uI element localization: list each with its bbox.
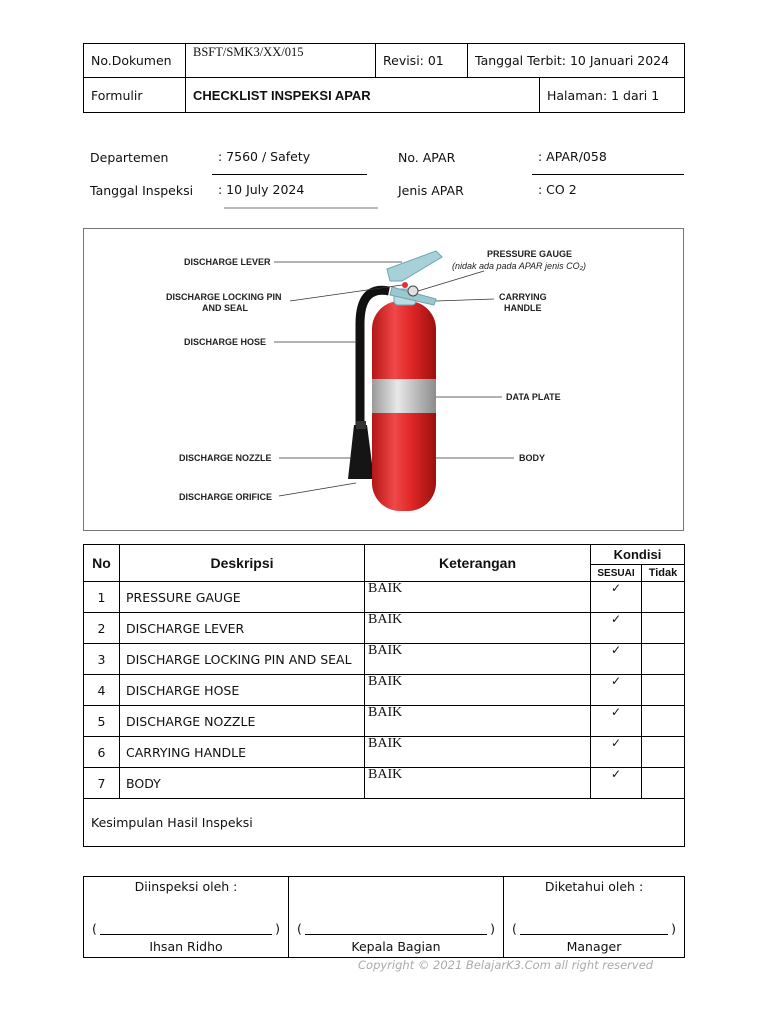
col-header-sesuai: SESUAI xyxy=(591,565,642,582)
row-keterangan: BAIK xyxy=(365,582,591,613)
discharge-lever-shape xyxy=(387,251,442,281)
col-header-no: No xyxy=(84,545,120,582)
document-header-table xyxy=(83,43,685,113)
signature-inspector: Diinspeksi oleh : ( ) Ihsan Ridho xyxy=(84,877,289,958)
departemen-value: : 7560 / Safety xyxy=(218,149,311,164)
halaman: Halaman: 1 dari 1 xyxy=(540,78,685,113)
row-no: 4 xyxy=(84,675,120,706)
label-discharge-lever: DISCHARGE LEVER xyxy=(184,257,271,267)
table-row xyxy=(84,613,685,644)
table-row xyxy=(84,582,685,613)
row-deskripsi: DISCHARGE LOCKING PIN AND SEAL xyxy=(120,644,365,675)
row-deskripsi: CARRYING HANDLE xyxy=(120,737,365,768)
row-no: 1 xyxy=(84,582,120,613)
row-keterangan: BAIK xyxy=(365,613,591,644)
row-sesuai: ✓ xyxy=(591,582,642,613)
row-keterangan: BAIK xyxy=(365,737,591,768)
col-header-keterangan: Keterangan xyxy=(365,545,591,582)
row-sesuai: ✓ xyxy=(591,737,642,768)
row-tidak xyxy=(642,706,685,737)
signature-manager: Diketahui oleh : ( ) Manager xyxy=(504,877,685,958)
row-deskripsi: PRESSURE GAUGE xyxy=(120,582,365,613)
row-tidak xyxy=(642,737,685,768)
row-sesuai: ✓ xyxy=(591,706,642,737)
no-dokumen-label: No.Dokumen xyxy=(84,44,186,78)
no-apar-label: No. APAR xyxy=(398,150,456,165)
signature-kepala: ( ) Kepala Bagian xyxy=(289,877,504,958)
pressure-gauge-shape xyxy=(408,286,418,296)
row-keterangan: BAIK xyxy=(365,675,591,706)
row-keterangan: BAIK xyxy=(365,768,591,799)
diinspeksi-label: Diinspeksi oleh : xyxy=(134,879,238,894)
diketahui-label: Diketahui oleh : xyxy=(544,879,644,894)
col-header-tidak: Tidak xyxy=(642,565,685,582)
row-keterangan: BAIK xyxy=(365,706,591,737)
row-no: 3 xyxy=(84,644,120,675)
col-header-kondisi: Kondisi xyxy=(591,545,685,565)
table-row xyxy=(84,737,685,768)
departemen-label: Departemen xyxy=(90,150,169,165)
row-keterangan: BAIK xyxy=(365,644,591,675)
label-pressure-gauge: PRESSURE GAUGE xyxy=(487,249,573,259)
formulir-label: Formulir xyxy=(84,78,186,113)
form-title: CHECKLIST INSPEKSI APAR xyxy=(186,78,540,113)
row-sesuai: ✓ xyxy=(591,613,642,644)
row-deskripsi: DISCHARGE NOZZLE xyxy=(120,706,365,737)
row-sesuai: ✓ xyxy=(591,768,642,799)
kesimpulan-cell: Kesimpulan Hasil Inspeksi xyxy=(84,799,685,847)
row-deskripsi: DISCHARGE LEVER xyxy=(120,613,365,644)
copyright-text: Copyright © 2021 BelajarK3.Com all right reserved xyxy=(358,958,654,972)
kepala-name: Kepala Bagian xyxy=(351,939,441,954)
row-no: 5 xyxy=(84,706,120,737)
label-carrying-1: CARRYING xyxy=(499,292,547,302)
row-tidak xyxy=(642,644,685,675)
tanggal-underline xyxy=(224,207,378,209)
row-no: 6 xyxy=(84,737,120,768)
signature-line xyxy=(305,934,487,935)
label-discharge-hose: DISCHARGE HOSE xyxy=(184,337,267,347)
label-pressure-gauge-note: (nidak ada pada APAR jenis CO₂) xyxy=(452,261,586,271)
table-row xyxy=(84,706,685,737)
no-apar-value: : APAR/058 xyxy=(538,149,607,164)
inspector-name: Ihsan Ridho xyxy=(149,939,223,954)
label-locking-pin-2: AND SEAL xyxy=(202,303,249,313)
discharge-nozzle-shape xyxy=(348,425,374,479)
jenis-label: Jenis APAR xyxy=(398,183,464,198)
row-deskripsi: DISCHARGE HOSE xyxy=(120,675,365,706)
label-discharge-nozzle: DISCHARGE NOZZLE xyxy=(179,453,272,463)
col-header-deskripsi: Deskripsi xyxy=(120,545,365,582)
row-no: 2 xyxy=(84,613,120,644)
table-row xyxy=(84,768,685,799)
label-body: BODY xyxy=(519,453,546,463)
tanggal-label: Tanggal Inspeksi xyxy=(90,183,194,198)
revisi: Revisi: 01 xyxy=(376,44,468,78)
label-locking-pin-1: DISCHARGE LOCKING PIN xyxy=(166,292,282,302)
row-sesuai: ✓ xyxy=(591,644,642,675)
row-tidak xyxy=(642,675,685,706)
row-sesuai: ✓ xyxy=(591,675,642,706)
table-row xyxy=(84,675,685,706)
manager-name: Manager xyxy=(566,939,622,954)
tanggal-terbit: Tanggal Terbit: 10 Januari 2024 xyxy=(468,44,685,78)
label-discharge-orifice: DISCHARGE ORIFICE xyxy=(179,492,273,502)
label-carrying-2: HANDLE xyxy=(504,303,542,313)
row-deskripsi: BODY xyxy=(120,768,365,799)
no-dokumen-value: BSFT/SMK3/XX/015 xyxy=(186,44,376,78)
tanggal-value: : 10 July 2024 xyxy=(218,182,305,197)
row-no: 7 xyxy=(84,768,120,799)
no-apar-underline xyxy=(532,174,684,175)
label-data-plate: DATA PLATE xyxy=(506,392,561,402)
signature-table xyxy=(83,876,685,958)
row-tidak xyxy=(642,613,685,644)
signature-line xyxy=(100,934,272,935)
row-tidak xyxy=(642,768,685,799)
signature-line xyxy=(520,934,668,935)
row-tidak xyxy=(642,582,685,613)
departemen-underline xyxy=(212,174,367,175)
jenis-value: : CO 2 xyxy=(538,182,577,197)
checklist-table xyxy=(83,544,685,847)
data-plate-shape xyxy=(372,379,436,413)
table-row xyxy=(84,644,685,675)
fire-extinguisher-diagram xyxy=(83,228,684,531)
